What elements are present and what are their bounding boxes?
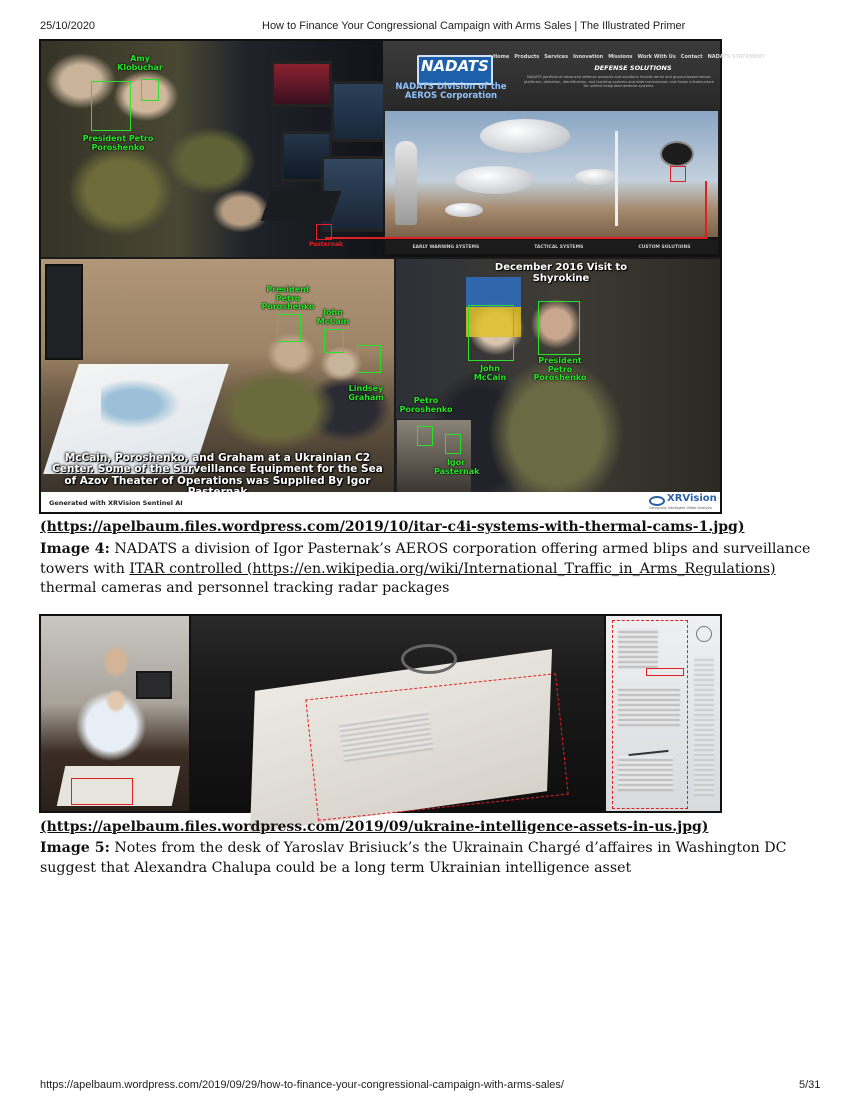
label-president-poroshenko-ml: President Petro Poroshenko (261, 285, 315, 312)
header-date: 25/10/2020 (40, 20, 96, 32)
nadats-division-text: NADATS Division of the AEROS Corporation (395, 82, 507, 102)
nadats-website-screenshot (383, 41, 765, 257)
itar-link[interactable]: ITAR controlled (https://en.wikipedia.org/wiki/International_Traffic_in_Arms_Regulations) (129, 560, 776, 577)
image-4-link[interactable]: (https://apelbaum.files.wordpress.com/2019/10/itar-c4i-systems-with-thermal-cams-1.jpg) (40, 519, 745, 535)
generated-with-text: Generated with XRVision Sentinel AI (49, 499, 183, 507)
nav-innovation: Innovation (573, 54, 604, 60)
nav-contact: Contact (680, 54, 703, 60)
nav-services: Services (544, 54, 569, 60)
image-4-collage (39, 39, 765, 514)
image-5-text: Notes from the desk of Yaroslav Brisiuck’s the Ukrainain Chargé d’affaires in Washington DC suggest that Alexandra Chalupa could be a long term Ukrainian intelligence asset (40, 840, 787, 876)
nadats-systems-bar (385, 240, 718, 254)
footer-url[interactable]: https://apelbaum.wordpress.com/2019/09/29/how-to-finance-your-congressional-campaign-with-arms-sales/ (40, 1079, 564, 1091)
image-5-caption (40, 839, 830, 878)
image-4-text-1: NADATS a division of Igor Pasternak’s AEROS corporation offering armed blips and surveillance towers with (40, 541, 811, 577)
nadats-logo: NADATS (421, 57, 489, 75)
defense-solutions-heading: DEFENSE SOLUTIONS (594, 64, 672, 72)
label-igor-pasternak: Igor Pasternak (434, 458, 480, 476)
image-4-text-2: thermal cameras and personnel tracking radar packages (40, 580, 450, 596)
image-5-collage (39, 614, 722, 813)
label-john-mccain-ml: John McCain (316, 308, 350, 326)
image-4-label: Image 4: (40, 541, 110, 557)
image-5-label: Image 5: (40, 840, 110, 856)
label-john-mccain-r: John McCain (473, 364, 507, 382)
nav-missions: Missions (608, 54, 633, 60)
photo-control-room (41, 41, 383, 257)
system-tactical: TACTICAL SYSTEMS (534, 244, 584, 250)
nav-work-with-us: Work With Us (637, 54, 676, 60)
nadats-body-text: NADATS portfolio of advanced defense products and solutions include aerial and ground-based sensor platforms, detection, identification, and tracking systems and data transmission and fusion infrastructure for unified integrated defense systems. (524, 75, 714, 89)
label-president-poroshenko-r: President Petro Poroshenko (533, 356, 587, 383)
label-lindsey-graham: Lindsey Graham (348, 384, 384, 402)
photo-shyrokine-visit (396, 259, 720, 492)
nav-home: Home (493, 54, 510, 60)
nav-statement: NADATS STATEMENT (707, 54, 765, 60)
label-amy-klobuchar: Amy Klobuchar (117, 54, 163, 72)
xrvision-logo-icon (649, 496, 665, 506)
visit-title: December 2016 Visit to Shyrokine (494, 262, 628, 284)
system-early-warning: EARLY WARNING SYSTEMS (412, 244, 480, 250)
footer-page-number: 5/31 (799, 1079, 821, 1091)
system-custom: CUSTOM SOLUTIONS (638, 244, 691, 250)
photo-desk-man (41, 616, 189, 811)
xrvision-tagline: Genuinely Intelligent Video Analysis (649, 506, 712, 510)
photo-desk-notes (191, 616, 604, 811)
photo-c2-center (41, 259, 394, 492)
nadats-nav (493, 54, 765, 60)
image-5-link[interactable]: (https://apelbaum.files.wordpress.com/2019/09/ukraine-intelligence-assets-in-us.jpg) (40, 819, 709, 835)
blimp-scene (385, 111, 718, 237)
xrvision-logo-text: XRVision (667, 493, 717, 504)
label-red-pasternak: Pasternak (308, 241, 344, 248)
c2-center-caption: McCain, Poroshenko, and Graham at a Ukrainian C2 Center. Some of the Surveillance Equipment for the Sea of Azov Theater of Operations was Supplied By Igor (52, 452, 383, 487)
nav-products: Products (514, 54, 540, 60)
label-petro-poroshenko-inset: Petro Poroshenko (399, 396, 453, 414)
photo-document-closeup (606, 616, 720, 811)
header-title: How to Finance Your Congressional Campaign with Arms Sales | The Illustrated Primer (262, 20, 686, 32)
label-president-poroshenko-tl: President Petro Poroshenko (82, 134, 154, 152)
image-4-caption (40, 540, 830, 599)
